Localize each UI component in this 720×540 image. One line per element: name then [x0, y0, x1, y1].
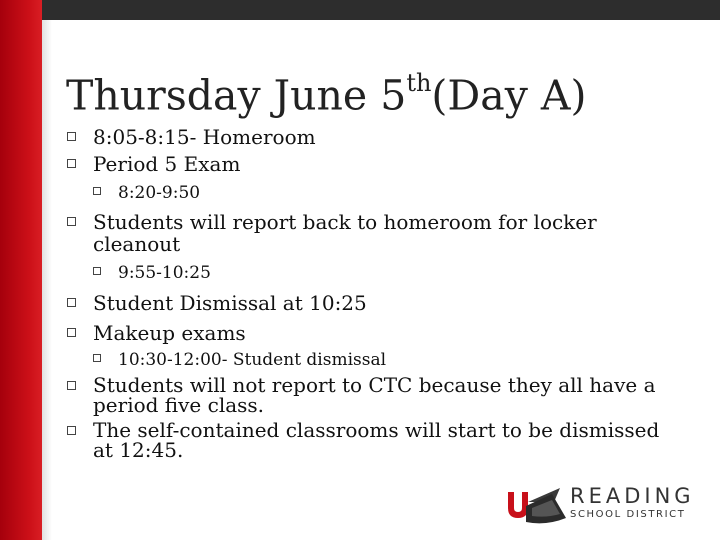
- bullet-item: Period 5 Exam: [66, 153, 666, 175]
- square-bullet-icon: [67, 217, 76, 226]
- bullet-item: Students will not report to CTC because they all have a period five class.: [66, 375, 666, 415]
- sub-bullet-item: 8:20-9:50: [66, 182, 666, 204]
- logo-subtitle: SCHOOL DISTRICT: [570, 509, 686, 520]
- square-bullet-icon: [93, 187, 101, 195]
- bullet-item: The self-contained classrooms will start to be dismissed at 12:45.: [66, 420, 666, 460]
- sub-bullet-item: 10:30-12:00- Student dismissal: [66, 349, 666, 371]
- bullet-item: Student Dismissal at 10:25: [66, 292, 666, 314]
- bullet-item: Makeup exams: [66, 322, 666, 344]
- square-bullet-icon: [93, 267, 101, 275]
- top-header-bar: [42, 0, 720, 20]
- square-bullet-icon: [67, 159, 76, 168]
- slide-title: Thursday June 5th(Day A): [66, 69, 587, 120]
- square-bullet-icon: [67, 426, 76, 435]
- bullet-list: [66, 126, 666, 460]
- logo-word: READING: [570, 484, 695, 508]
- bullet-item: 8:05-8:15- Homeroom: [66, 126, 666, 148]
- district-emblem-icon: [502, 478, 568, 528]
- square-bullet-icon: [67, 381, 76, 390]
- square-bullet-icon: [93, 354, 101, 362]
- left-bar-shadow: [42, 0, 52, 540]
- sub-bullet-item: 9:55-10:25: [66, 262, 666, 284]
- reading-school-district-logo: [502, 478, 697, 528]
- square-bullet-icon: [67, 328, 76, 337]
- square-bullet-icon: [67, 298, 76, 307]
- left-accent-bar: [0, 0, 42, 540]
- square-bullet-icon: [67, 132, 76, 141]
- bullet-item: Students will report back to homeroom for locker cleanout: [66, 211, 666, 255]
